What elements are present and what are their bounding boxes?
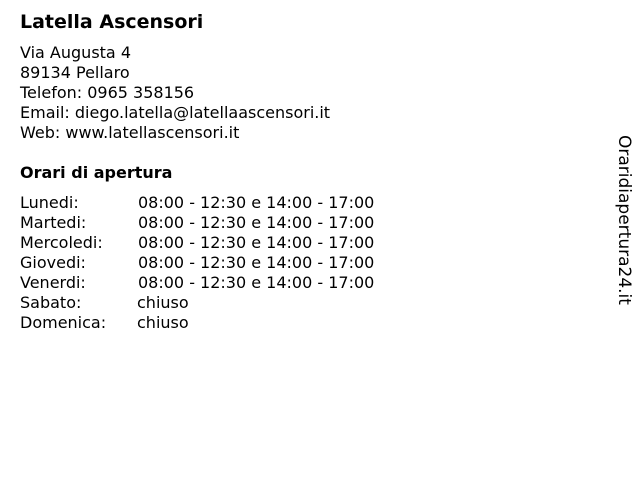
email-line: Email: diego.latella@latellaascensori.it — [20, 103, 331, 122]
watermark-text: Oraridiapertura24.it — [614, 135, 634, 305]
day-label: Domenica: — [20, 313, 107, 332]
time-value: chiuso — [137, 313, 189, 332]
time-value: 08:00 - 12:30 e 14:00 - 17:00 — [138, 233, 375, 252]
business-title: Latella Ascensori — [20, 11, 204, 33]
phone-line: Telefon: 0965 358156 — [20, 83, 195, 102]
day-label: Lunedi: — [20, 193, 79, 212]
watermark — [612, 135, 636, 310]
time-value: 08:00 - 12:30 e 14:00 - 17:00 — [138, 253, 375, 272]
time-value: 08:00 - 12:30 e 14:00 - 17:00 — [138, 193, 375, 212]
time-value: 08:00 - 12:30 e 14:00 - 17:00 — [138, 213, 375, 232]
web-line: Web: www.latellascensori.it — [20, 123, 240, 142]
day-label: Martedi: — [20, 213, 87, 232]
address-street: Via Augusta 4 — [20, 43, 131, 62]
day-label: Venerdi: — [20, 273, 86, 292]
time-value: chiuso — [137, 293, 189, 312]
day-label: Sabato: — [20, 293, 82, 312]
address-city: 89134 Pellaro — [20, 63, 130, 82]
time-value: 08:00 - 12:30 e 14:00 - 17:00 — [138, 273, 375, 292]
opening-hours-heading: Orari di apertura — [20, 163, 173, 182]
day-label: Mercoledi: — [20, 233, 103, 252]
contact-block — [20, 43, 330, 143]
day-label: Giovedi: — [20, 253, 86, 272]
